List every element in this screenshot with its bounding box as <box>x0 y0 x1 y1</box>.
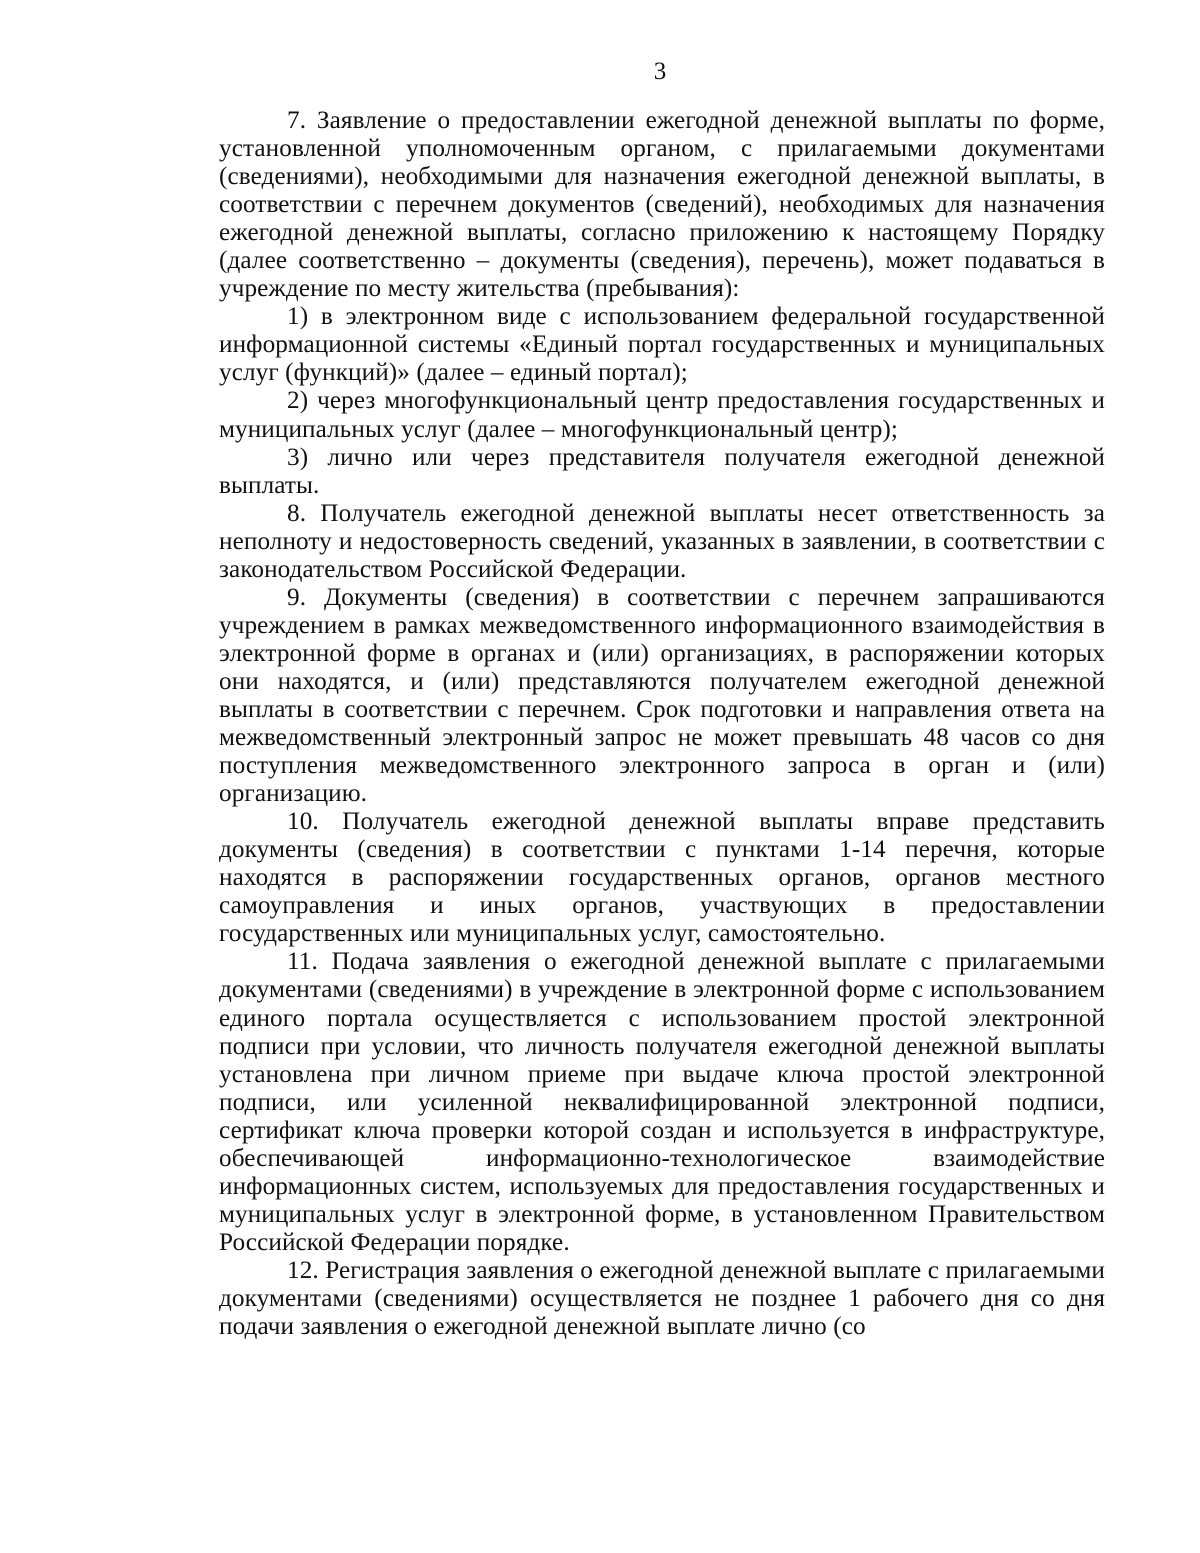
paragraph-10: 10. Получатель ежегодной денежной выплаты вправе представить документы (сведения) в соответствии с пунктами 1-14 перечня, которые находятся в распоряжении государственных органов, органов местного самоуправления и иных органов, участвующих в предоставлении государственных или муниципальных услуг, самостоятельно. <box>219 808 1105 948</box>
list-item-3: 3) лично или через представителя получателя ежегодной денежной выплаты. <box>219 443 1105 499</box>
paragraph-12: 12. Регистрация заявления о ежегодной денежной выплате с прилагаемыми документами (сведениями) осуществляется не позднее 1 рабочего дня со дня подачи заявления о ежегодной денежной выплате лично (со <box>219 1256 1105 1341</box>
list-item-2: 2) через многофункциональный центр предоставления государственных и муниципальных услуг (далее – многофункциональный центр); <box>219 387 1105 443</box>
document-body <box>219 107 1105 1341</box>
paragraph-8: 8. Получатель ежегодной денежной выплаты несет ответственность за неполноту и недостоверность сведений, указанных в заявлении, в соответствии с законодательством Российской Федерации. <box>219 499 1105 583</box>
page-number: 3 <box>653 58 667 85</box>
paragraph-7: 7. Заявление о предоставлении ежегодной денежной выплаты по форме, установленной уполномоченным органом, с прилагаемыми документами (сведениями), необходимыми для назначения ежегодной денежной выплаты, в соответствии с перечнем документов (сведений), необходимых для назначения ежегодной денежной выплаты, согласно приложению к настоящему Порядку (далее соответственно – документы (сведения), перечень), может подаваться в учреждение по месту жительства (пребывания): <box>219 107 1105 303</box>
list-item-1: 1) в электронном виде с использованием федеральной государственной информационной системы «Единый портал государственных и муниципальных услуг (функций)» (далее – единый портал); <box>219 303 1105 387</box>
paragraph-9: 9. Документы (сведения) в соответствии с перечнем запрашиваются учреждением в рамках межведомственного информационного взаимодействия в электронной форме в органах и (или) организациях, в распоряжении которых они находятся, и (или) представляются получателем ежегодной денежной выплаты в соответствии с перечнем. Срок подготовки и направления ответа на межведомственный электронный запрос не может превышать 48 часов со дня поступления межведомственного электронного запроса в орган и (или) организацию. <box>219 583 1105 808</box>
paragraph-11: 11. Подача заявления о ежегодной денежной выплате с прилагаемыми документами (сведениями) в учреждение в электронной форме с использованием единого портала осуществляется с использованием простой электронной подписи при условии, что личность получателя ежегодной денежной выплаты установлена при личном приеме при выдаче ключа простой электронной подписи, или усиленной неквалифицированной электронной подписи, сертификат ключа проверки которой создан и используется в инфраструктуре, обеспечивающей информационно-технологическое взаимодействие информационных систем, используемых для предоставления государственных и муниципальных услуг в электронной форме, в установленном Правительством Российской Федерации порядке. <box>219 948 1105 1256</box>
